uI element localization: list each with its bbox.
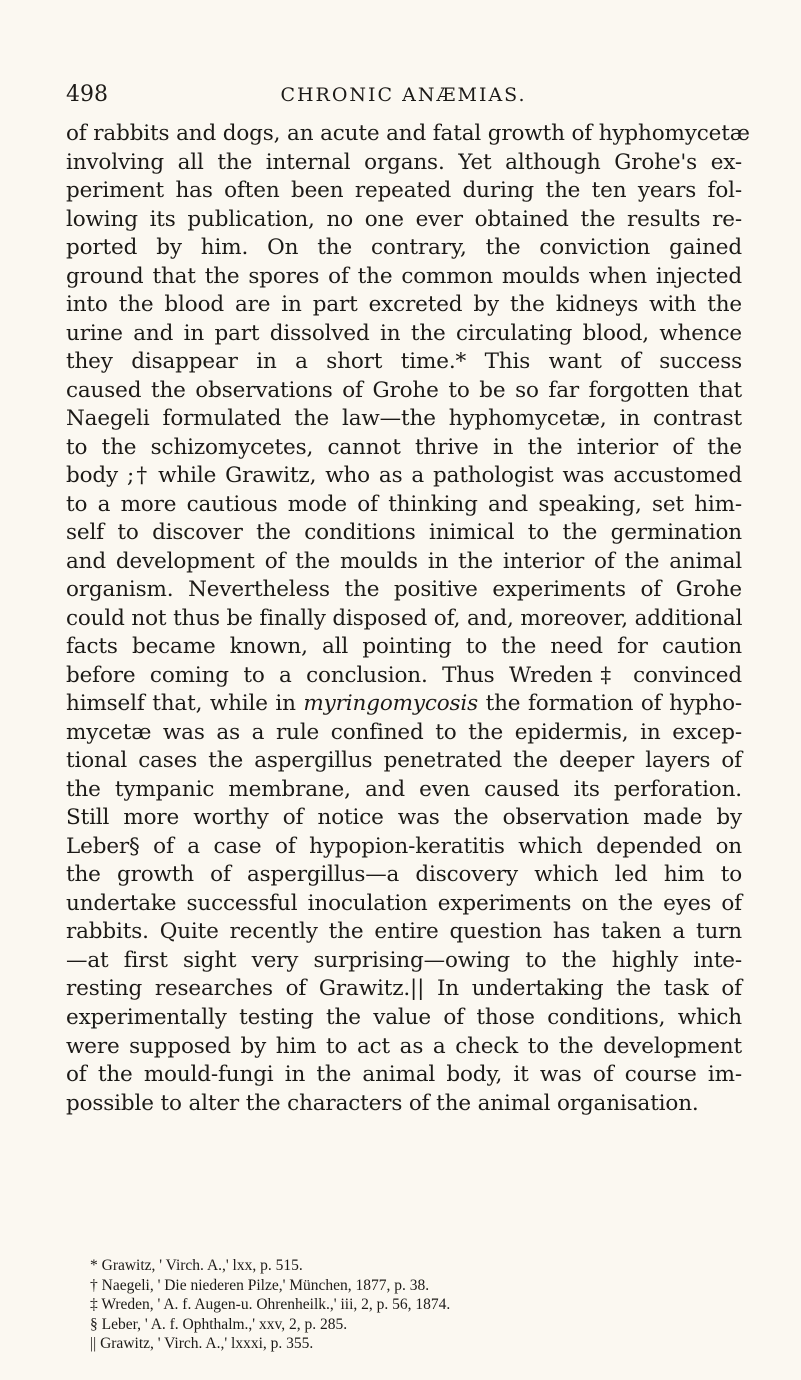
text-line: the tympanic membrane, and even caused its perforation. (66, 776, 742, 802)
text-line: tional cases the aspergillus penetrated the deeper layers of (66, 748, 742, 774)
text-line: to a more cautious mode of thinking and speaking, set him- (66, 491, 742, 517)
footnote: || Grawitz, ' Virch. A.,' lxxxi, p. 355. (90, 1335, 314, 1352)
text-line: facts became known, all pointing to the need for caution (66, 634, 742, 660)
text-line: the growth of aspergillus—a discovery which led him to (66, 862, 742, 888)
text-line: Leber§ of a case of hypopion-keratitis which depended on (66, 833, 742, 859)
text-line: experimentally testing the value of those conditions, which (66, 1004, 742, 1030)
text-line: to the schizomycetes, cannot thrive in the interior of the (66, 434, 742, 460)
body-text (66, 120, 750, 1118)
text-line: himself that, while in myringomycosis the formation of hypho- (66, 691, 742, 717)
text-line: possible to alter the characters of the animal organisation. (66, 1090, 699, 1116)
text-line: resting researches of Grawitz.|| In undertaking the task of (66, 976, 742, 1002)
text-line: ground that the spores of the common moulds when injected (66, 263, 742, 289)
footnote: § Leber, ' A. f. Ophthalm.,' xxv, 2, p. 285. (90, 1315, 348, 1333)
text-line: periment has often been repeated during the ten years fol- (66, 178, 742, 204)
text-line: Naegeli formulated the law—the hyphomycetæ, in contrast (66, 406, 742, 432)
text-line: urine and in part dissolved in the circulating blood, whence (66, 320, 742, 346)
footnote: ‡ Wreden, ' A. f. Augen-u. Ohrenheilk.,' iii, 2, p. 56, 1874. (90, 1296, 451, 1313)
text-line: undertake successful inoculation experiments on the eyes of (66, 890, 742, 916)
text-line: of the mould-fungi in the animal body, it was of course im- (66, 1062, 742, 1088)
text-line: and development of the moulds in the interior of the animal (66, 548, 742, 574)
footnotes (90, 1256, 750, 1354)
text-line: ported by him. On the contrary, the conviction gained (66, 235, 742, 261)
text-line: mycetæ was as a rule confined to the epidermis, in excep- (66, 719, 742, 745)
text-line: into the blood are in part excreted by the kidneys with the (66, 292, 742, 318)
footnote: † Naegeli, ' Die niederen Pilze,' München, 1877, p. 38. (90, 1276, 430, 1294)
text-line: could not thus be finally disposed of, and, moreover, additional (66, 605, 743, 631)
page-header (66, 82, 741, 112)
text-line: caused the observations of Grohe to be so far forgotten that (66, 377, 742, 403)
footnote: * Grawitz, ' Virch. A.,' lxx, p. 515. (90, 1257, 303, 1274)
text-line: involving all the internal organs. Yet although Grohe's ex- (66, 149, 742, 175)
text-line: body ;† while Grawitz, who as a pathologist was accustomed (66, 463, 742, 489)
text-line: before coming to a conclusion. Thus Wreden‡ convinced (66, 662, 742, 688)
text-line: of rabbits and dogs, an acute and fatal growth of hyphomycetæ (66, 121, 750, 146)
running-head: CHRONIC ANÆMIAS. (280, 84, 527, 106)
text-line: rabbits. Quite recently the entire question has taken a turn (66, 919, 742, 945)
text-line: they disappear in a short time.* This want of success (66, 349, 742, 375)
text-line: lowing its publication, no one ever obtained the results re- (66, 206, 742, 232)
page-number: 498 (66, 82, 108, 107)
text-line: were supposed by him to act as a check to the development (66, 1033, 742, 1059)
text-line: —at first sight very surprising—owing to the highly inte- (66, 947, 742, 973)
text-line: self to discover the conditions inimical to the germination (66, 520, 742, 546)
text-line: organism. Nevertheless the positive experiments of Grohe (66, 577, 742, 603)
text-line: Still more worthy of notice was the observation made by (66, 805, 742, 831)
